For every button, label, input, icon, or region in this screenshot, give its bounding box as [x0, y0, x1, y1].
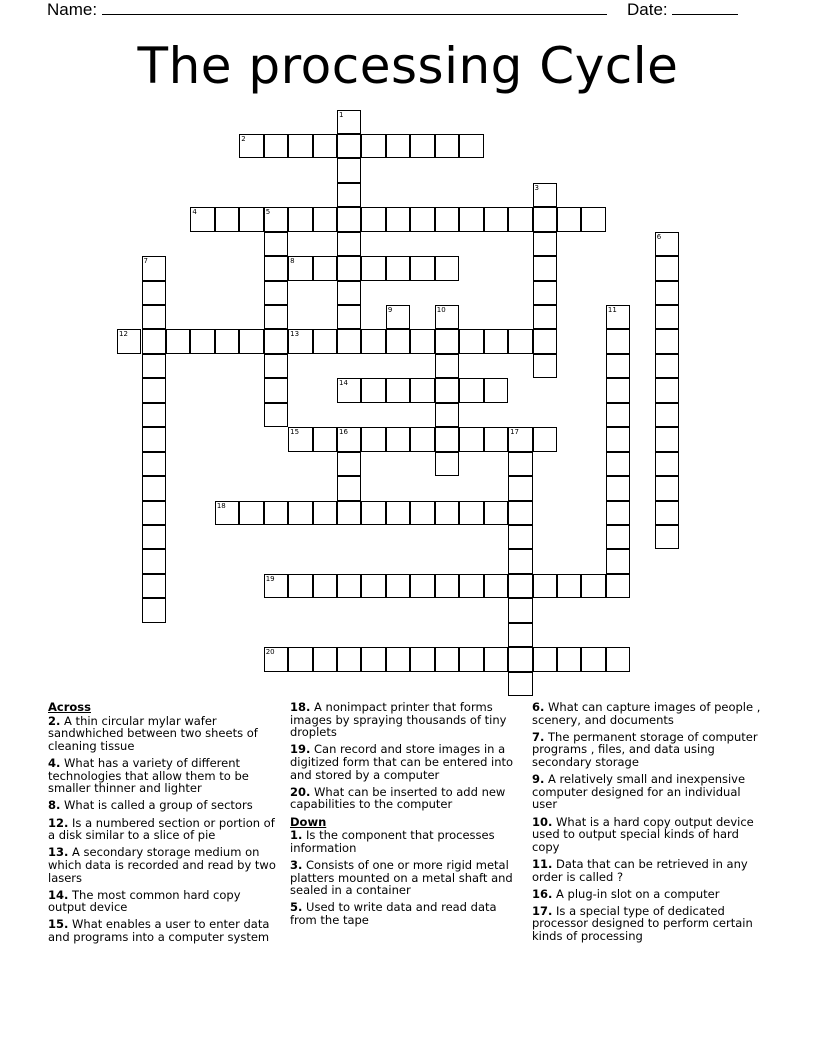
grid-cell[interactable] — [386, 501, 410, 525]
cell-number: 10 — [436, 306, 446, 315]
grid-cell[interactable] — [264, 354, 288, 378]
grid-cell[interactable] — [386, 647, 410, 671]
grid-cell[interactable] — [386, 134, 410, 158]
grid-cell[interactable] — [459, 378, 483, 402]
cell-number: 9 — [387, 306, 393, 315]
clue-down-6 — [532, 701, 768, 726]
cell-number: 17 — [510, 428, 520, 437]
clue-across-18 — [290, 701, 522, 739]
clue-across-14 — [48, 889, 280, 914]
clue-across-2 — [48, 715, 280, 753]
clues-column-2 — [290, 701, 522, 931]
grid-cell[interactable] — [337, 378, 361, 402]
grid-cell[interactable] — [264, 647, 288, 671]
clue-across-13 — [48, 846, 280, 884]
grid-cell[interactable] — [508, 476, 532, 500]
clue-text: The permanent storage of computer programs , files, and data using secondary storage — [532, 729, 758, 769]
grid-cell[interactable] — [361, 378, 385, 402]
grid-cell[interactable] — [288, 647, 312, 671]
grid-cell[interactable] — [264, 305, 288, 329]
grid-cell[interactable] — [606, 476, 630, 500]
clue-number: 5. — [290, 900, 303, 915]
grid-cell[interactable] — [337, 647, 361, 671]
grid-cell[interactable] — [215, 329, 239, 353]
grid-cell[interactable] — [361, 647, 385, 671]
grid-cell[interactable] — [410, 256, 434, 280]
grid-cell[interactable] — [557, 207, 581, 231]
grid-cell[interactable] — [533, 183, 557, 207]
grid-cell[interactable] — [606, 427, 630, 451]
clue-number: 12. — [48, 815, 69, 830]
grid-cell[interactable] — [655, 232, 679, 256]
grid-cell[interactable] — [533, 329, 557, 353]
grid-cell[interactable] — [142, 452, 166, 476]
grid-cell[interactable] — [655, 403, 679, 427]
grid-cell[interactable] — [190, 207, 214, 231]
grid-cell[interactable] — [264, 232, 288, 256]
grid-cell[interactable] — [337, 574, 361, 598]
grid-cell[interactable] — [508, 549, 532, 573]
clue-down-11 — [532, 858, 768, 883]
grid-cell[interactable] — [337, 134, 361, 158]
grid-cell[interactable] — [484, 501, 508, 525]
clues-column-3 — [532, 701, 768, 947]
grid-cell[interactable] — [484, 647, 508, 671]
grid-cell[interactable] — [410, 501, 434, 525]
clue-down-10 — [532, 816, 768, 854]
grid-cell[interactable] — [313, 256, 337, 280]
grid-cell[interactable] — [288, 427, 312, 451]
grid-cell[interactable] — [508, 525, 532, 549]
grid-cell[interactable] — [361, 207, 385, 231]
grid-cell[interactable] — [435, 427, 459, 451]
clue-number: 16. — [532, 886, 553, 901]
grid-cell[interactable] — [435, 305, 459, 329]
grid-cell[interactable] — [410, 574, 434, 598]
grid-cell[interactable] — [533, 256, 557, 280]
grid-cell[interactable] — [655, 525, 679, 549]
grid-cell[interactable] — [337, 110, 361, 134]
grid-cell[interactable] — [459, 427, 483, 451]
grid-cell[interactable] — [361, 574, 385, 598]
grid-cell[interactable] — [117, 329, 141, 353]
name-label: Name: — [47, 0, 98, 19]
grid-cell[interactable] — [435, 403, 459, 427]
clue-text: A thin circular mylar wafer sandwhiched between two sheets of cleaning tissue — [48, 713, 258, 753]
grid-cell[interactable] — [533, 232, 557, 256]
grid-cell[interactable] — [410, 378, 434, 402]
clue-number: 15. — [48, 917, 69, 932]
grid-cell[interactable] — [484, 378, 508, 402]
grid-cell[interactable] — [215, 207, 239, 231]
clue-across-12 — [48, 817, 280, 842]
clue-across-8 — [48, 799, 280, 812]
cell-number: 19 — [265, 574, 275, 583]
grid-cell[interactable] — [508, 427, 532, 451]
grid-cell[interactable] — [484, 427, 508, 451]
across-heading: Across — [48, 700, 91, 714]
grid-cell[interactable] — [337, 256, 361, 280]
grid-cell[interactable] — [337, 183, 361, 207]
clue-number: 1. — [290, 828, 303, 843]
grid-cell[interactable] — [313, 207, 337, 231]
cell-number: 15 — [290, 428, 300, 437]
grid-cell[interactable] — [508, 501, 532, 525]
grid-cell[interactable] — [337, 329, 361, 353]
grid-cell[interactable] — [386, 329, 410, 353]
grid-cell[interactable] — [508, 623, 532, 647]
cell-number: 13 — [290, 330, 300, 339]
page-title: The processing Cycle — [137, 37, 679, 95]
grid-cell[interactable] — [533, 354, 557, 378]
clue-text: Is a numbered section or portion of a disk similar to a slice of pie — [48, 815, 275, 843]
grid-cell[interactable] — [410, 134, 434, 158]
grid-cell[interactable] — [288, 501, 312, 525]
clue-text: What has a variety of different technologies that allow them to be smaller thinner and lighter — [48, 755, 249, 796]
grid-cell[interactable] — [337, 452, 361, 476]
grid-cell[interactable] — [484, 207, 508, 231]
grid-cell[interactable] — [508, 207, 532, 231]
cell-number: 6 — [656, 232, 662, 241]
grid-cell[interactable] — [142, 378, 166, 402]
grid-cell[interactable] — [313, 427, 337, 451]
grid-cell[interactable] — [533, 281, 557, 305]
clue-number: 7. — [532, 729, 545, 744]
clue-text: What is a hard copy output device used to output special kinds of hard copy — [532, 814, 754, 854]
grid-cell[interactable] — [606, 403, 630, 427]
grid-cell[interactable] — [288, 134, 312, 158]
grid-cell[interactable] — [264, 501, 288, 525]
grid-cell[interactable] — [557, 574, 581, 598]
grid-cell[interactable] — [533, 427, 557, 451]
clue-number: 14. — [48, 887, 69, 902]
grid-cell[interactable] — [386, 378, 410, 402]
grid-cell[interactable] — [288, 329, 312, 353]
grid-cell[interactable] — [264, 574, 288, 598]
grid-cell[interactable] — [655, 427, 679, 451]
grid-cell[interactable] — [606, 525, 630, 549]
grid-cell[interactable] — [655, 256, 679, 280]
grid-cell[interactable] — [142, 549, 166, 573]
clue-text: Is a special type of dedicated processor designed to perform certain kinds of processing — [532, 903, 753, 944]
grid-cell[interactable] — [459, 134, 483, 158]
grid-cell[interactable] — [533, 574, 557, 598]
cell-number: 1 — [339, 110, 344, 119]
grid-cell[interactable] — [533, 647, 557, 671]
grid-cell[interactable] — [142, 574, 166, 598]
clue-number: 18. — [290, 700, 311, 714]
grid-cell[interactable] — [606, 574, 630, 598]
clue-down-9 — [532, 773, 768, 811]
grid-cell[interactable] — [435, 207, 459, 231]
grid-cell[interactable] — [288, 256, 312, 280]
cell-number: 14 — [339, 379, 348, 388]
grid-cell[interactable] — [239, 329, 263, 353]
grid-cell[interactable] — [655, 378, 679, 402]
clue-number: 13. — [48, 845, 69, 860]
grid-cell[interactable] — [288, 574, 312, 598]
cell-number: 3 — [534, 183, 539, 192]
grid-cell[interactable] — [508, 672, 532, 696]
grid-cell[interactable] — [142, 476, 166, 500]
cell-number: 18 — [216, 501, 226, 510]
grid-cell[interactable] — [435, 452, 459, 476]
grid-cell[interactable] — [264, 403, 288, 427]
grid-cell[interactable] — [484, 329, 508, 353]
grid-cell[interactable] — [337, 476, 361, 500]
clue-number: 17. — [532, 903, 553, 918]
grid-cell[interactable] — [435, 378, 459, 402]
clue-text: Is the component that processes information — [290, 828, 495, 855]
clue-number: 11. — [532, 856, 553, 871]
clue-text: A plug-in slot on a computer — [556, 886, 720, 901]
grid-cell[interactable] — [337, 207, 361, 231]
grid-cell[interactable] — [606, 647, 630, 671]
grid-cell[interactable] — [142, 281, 166, 305]
cell-number: 7 — [143, 257, 148, 266]
grid-cell[interactable] — [581, 647, 605, 671]
clues-column-1 — [48, 701, 280, 948]
clue-number: 19. — [290, 742, 311, 757]
clue-text: Can record and store images in a digitized form that can be entered into and stored by a computer — [290, 742, 514, 782]
clue-number: 6. — [532, 700, 545, 714]
grid-cell[interactable] — [337, 232, 361, 256]
grid-cell[interactable] — [142, 501, 166, 525]
grid-cell[interactable] — [435, 501, 459, 525]
cell-number: 16 — [339, 428, 348, 437]
grid-cell[interactable] — [435, 354, 459, 378]
clue-text: A relatively small and inexpensive computer designed for an individual user — [532, 772, 746, 812]
grid-cell[interactable] — [533, 305, 557, 329]
grid-cell[interactable] — [606, 549, 630, 573]
grid-cell[interactable] — [581, 207, 605, 231]
grid-cell[interactable] — [606, 354, 630, 378]
grid-cell[interactable] — [410, 207, 434, 231]
grid-cell[interactable] — [459, 501, 483, 525]
grid-cell[interactable] — [142, 305, 166, 329]
grid-cell[interactable] — [606, 305, 630, 329]
clue-across-20 — [290, 786, 522, 811]
grid-cell[interactable] — [655, 501, 679, 525]
grid-cell[interactable] — [264, 329, 288, 353]
grid-cell[interactable] — [264, 256, 288, 280]
grid-cell[interactable] — [655, 452, 679, 476]
grid-cell[interactable] — [313, 134, 337, 158]
grid-cell[interactable] — [655, 305, 679, 329]
grid-cell[interactable] — [386, 574, 410, 598]
clue-text: A nonimpact printer that forms images by spraying thousands of tiny droplets — [290, 700, 507, 740]
down-heading: Down — [290, 814, 327, 829]
grid-cell[interactable] — [264, 281, 288, 305]
cell-number: 11 — [607, 306, 617, 315]
clue-text: The most common hard copy output device — [48, 887, 241, 915]
clue-number: 2. — [48, 713, 61, 728]
grid-cell[interactable] — [410, 427, 434, 451]
grid-cell[interactable] — [166, 329, 190, 353]
clue-down-1 — [290, 829, 522, 854]
grid-cell[interactable] — [239, 501, 263, 525]
clue-text: A secondary storage medium on which data is recorded and read by two lasers — [48, 845, 276, 885]
grid-cell[interactable] — [142, 525, 166, 549]
grid-cell[interactable] — [508, 598, 532, 622]
grid-cell[interactable] — [533, 207, 557, 231]
clue-text: Consists of one or more rigid metal platters mounted on a metal shaft and sealed in a container — [290, 857, 513, 898]
grid-cell[interactable] — [655, 281, 679, 305]
grid-cell[interactable] — [239, 134, 263, 158]
grid-cell[interactable] — [459, 574, 483, 598]
grid-cell[interactable] — [508, 647, 532, 671]
cell-number: 2 — [241, 134, 246, 143]
grid-cell[interactable] — [484, 574, 508, 598]
clue-text: What can be inserted to add new capabilities to the computer — [290, 784, 506, 812]
grid-cell[interactable] — [606, 329, 630, 353]
clue-text: Data that can be retrieved in any order is called ? — [532, 856, 748, 884]
grid-cell[interactable] — [142, 403, 166, 427]
clue-number: 20. — [290, 784, 311, 799]
grid-cell[interactable] — [386, 305, 410, 329]
grid-cell[interactable] — [215, 501, 239, 525]
grid-cell[interactable] — [337, 501, 361, 525]
grid-cell[interactable] — [361, 329, 385, 353]
grid-cell[interactable] — [655, 476, 679, 500]
grid-cell[interactable] — [361, 501, 385, 525]
grid-cell[interactable] — [508, 574, 532, 598]
grid-cell[interactable] — [459, 329, 483, 353]
clue-down-17 — [532, 905, 768, 943]
clue-down-3 — [290, 859, 522, 897]
clue-across-4 — [48, 757, 280, 795]
clue-text: What is called a group of sectors — [64, 798, 253, 813]
clue-text: What enables a user to enter data and programs into a computer system — [48, 917, 270, 945]
grid-cell[interactable] — [435, 256, 459, 280]
grid-cell[interactable] — [142, 354, 166, 378]
grid-cell[interactable] — [435, 329, 459, 353]
clue-across-15 — [48, 918, 280, 943]
grid-cell[interactable] — [313, 501, 337, 525]
grid-cell[interactable] — [386, 207, 410, 231]
grid-cell[interactable] — [142, 598, 166, 622]
grid-cell[interactable] — [410, 329, 434, 353]
clue-number: 4. — [48, 755, 61, 770]
cell-number: 20 — [265, 648, 275, 657]
clue-number: 9. — [532, 772, 545, 787]
grid-cell[interactable] — [190, 329, 214, 353]
grid-cell[interactable] — [361, 427, 385, 451]
grid-cell[interactable] — [239, 207, 263, 231]
clue-down-16 — [532, 888, 768, 901]
grid-cell[interactable] — [459, 207, 483, 231]
grid-cell[interactable] — [508, 329, 532, 353]
clue-number: 8. — [48, 798, 61, 813]
grid-cell[interactable] — [655, 329, 679, 353]
date-label: Date: — [627, 0, 668, 19]
grid-cell[interactable] — [581, 574, 605, 598]
grid-cell[interactable] — [386, 427, 410, 451]
cell-number: 4 — [192, 208, 197, 217]
clue-number: 10. — [532, 814, 553, 829]
clue-text: Used to write data and read data from the tape — [290, 900, 497, 927]
grid-cell[interactable] — [361, 256, 385, 280]
grid-cell[interactable] — [337, 158, 361, 182]
grid-cell[interactable] — [313, 574, 337, 598]
grid-cell[interactable] — [313, 647, 337, 671]
grid-cell[interactable] — [361, 134, 385, 158]
clue-across-19 — [290, 743, 522, 781]
grid-cell[interactable] — [386, 256, 410, 280]
grid-cell[interactable] — [264, 207, 288, 231]
grid-cell[interactable] — [337, 427, 361, 451]
grid-cell[interactable] — [655, 354, 679, 378]
grid-cell[interactable] — [508, 452, 532, 476]
grid-cell[interactable] — [459, 647, 483, 671]
clue-down-5 — [290, 901, 522, 926]
grid-cell[interactable] — [410, 647, 434, 671]
cell-number: 12 — [119, 330, 128, 339]
clue-number: 3. — [290, 857, 303, 872]
grid-cell[interactable] — [142, 256, 166, 280]
cell-number: 5 — [265, 208, 271, 217]
clue-text: What can capture images of people , scenery, and documents — [532, 700, 761, 727]
grid-cell[interactable] — [435, 574, 459, 598]
grid-cell[interactable] — [337, 305, 361, 329]
grid-cell[interactable] — [606, 378, 630, 402]
grid-cell[interactable] — [313, 329, 337, 353]
grid-cell[interactable] — [337, 281, 361, 305]
grid-cell[interactable] — [606, 501, 630, 525]
grid-cell[interactable] — [142, 427, 166, 451]
grid-cell[interactable] — [264, 134, 288, 158]
grid-cell[interactable] — [557, 647, 581, 671]
clue-down-7 — [532, 731, 768, 769]
grid-cell[interactable] — [435, 134, 459, 158]
cell-number: 8 — [290, 257, 295, 266]
grid-cell[interactable] — [435, 647, 459, 671]
grid-cell[interactable] — [264, 378, 288, 402]
grid-cell[interactable] — [142, 329, 166, 353]
grid-cell[interactable] — [606, 452, 630, 476]
grid-cell[interactable] — [288, 207, 312, 231]
